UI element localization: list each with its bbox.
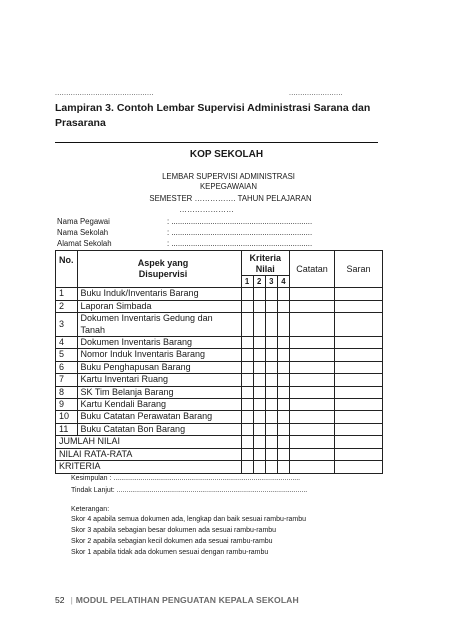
row-number: 11 [56,423,78,435]
row-number: 2 [56,300,78,312]
score-cell-1 [241,423,253,435]
top-dots-left: ............................................ [55,90,154,97]
totals-score-cell-2 [253,436,265,448]
totals-score-cell-3 [265,436,277,448]
score-cell-2 [253,386,265,398]
row-aspect: Kartu Kendali Barang [77,399,241,411]
score-cell-4 [277,374,289,386]
notes-cell [290,288,335,300]
advice-cell [335,423,383,435]
totals-score-cell-4 [277,436,289,448]
score-cell-2 [253,300,265,312]
totals-score-cell-3 [265,448,277,460]
score-cell-3 [265,374,277,386]
totals-row [56,448,383,460]
totals-label: KRITERIA [56,461,242,473]
advice-cell [335,374,383,386]
footer-title: MODUL PELATIHAN PENGUATAN KEPALA SEKOLAH [75,595,299,605]
header-no: No. [56,251,78,288]
advice-cell [335,300,383,312]
school-letterhead: KOP SEKOLAH [189,149,264,160]
score-cell-1 [241,313,253,337]
employee-name-row [57,217,312,227]
score-cell-4 [277,349,289,361]
advice-cell [335,411,383,423]
totals-row [56,436,383,448]
notes-cell [290,337,335,349]
score-cell-1 [241,288,253,300]
header-advice: Saran [335,251,383,288]
score-cell-4 [277,300,289,312]
header-criteria: Kriteria Nilai [241,251,290,276]
advice-cell [335,337,383,349]
table-row [56,300,383,312]
score-cell-2 [253,399,265,411]
notes-cell [290,386,335,398]
row-aspect: Nomor Induk Inventaris Barang [77,349,241,361]
semester-line-1: SEMESTER ……………. TAHUN PELAJARAN [149,194,312,203]
school-name-row [57,228,312,238]
totals-notes-cell [290,448,335,460]
table-row [56,423,383,435]
score-cell-1 [241,300,253,312]
score-cell-3 [265,288,277,300]
score-cell-3 [265,337,277,349]
score-cell-3 [265,361,277,373]
notes-cell [290,399,335,411]
score-cell-3 [265,423,277,435]
row-number: 7 [56,374,78,386]
document-title-line-1: LEMBAR SUPERVISI ADMINISTRASI [162,172,295,181]
totals-notes-cell [290,461,335,473]
row-aspect: Kartu Inventari Ruang [77,374,241,386]
table-row [56,411,383,423]
appendix-heading: Lampiran 3. Contoh Lembar Supervisi Administrasi Sarana dan Prasarana [55,102,371,129]
totals-advice-cell [335,448,383,460]
meta-value: : ................................................................. [167,228,313,237]
score-cell-3 [265,411,277,423]
notes-cell [290,374,335,386]
score-cell-1 [241,361,253,373]
score-cell-4 [277,386,289,398]
totals-label: JUMLAH NILAI [56,436,242,448]
score-cell-1 [241,411,253,423]
totals-advice-cell [335,436,383,448]
note-score-1: Skor 1 apabila tidak ada dokumen sesuai dengan rambu-rambu [71,549,269,556]
row-number: 4 [56,337,78,349]
table-row [56,361,383,373]
table-row [56,288,383,300]
row-aspect: Laporan Simbada [77,300,241,312]
advice-cell [335,361,383,373]
row-aspect: Buku Catatan Bon Barang [77,423,241,435]
meta-label: Nama Sekolah [57,228,109,237]
score-cell-2 [253,337,265,349]
table-row [56,313,383,337]
supervision-table [55,250,383,474]
score-cell-2 [253,411,265,423]
score-cell-3 [265,399,277,411]
score-cell-2 [253,288,265,300]
table-row [56,386,383,398]
page-number: 52 [55,595,65,605]
totals-score-cell-1 [241,448,253,460]
note-score-2: Skor 2 apabila sebagian kecil dokumen ada sesuai rambu-rambu [71,538,273,545]
advice-cell [335,399,383,411]
notes-title: Keterangan: [71,506,110,513]
notes-cell [290,423,335,435]
totals-score-cell-4 [277,448,289,460]
score-cell-4 [277,411,289,423]
row-number: 10 [56,411,78,423]
row-number: 6 [56,361,78,373]
score-cell-2 [253,374,265,386]
row-aspect: Buku Catatan Perawatan Barang [77,411,241,423]
note-score-3: Skor 3 apabila sebagian besar dokumen ada sesuai rambu-rambu [71,527,277,534]
score-cell-4 [277,423,289,435]
score-cell-2 [253,423,265,435]
score-cell-1 [241,399,253,411]
header-notes: Catatan [290,251,335,288]
score-cell-4 [277,288,289,300]
note-score-4: Skor 4 apabila semua dokumen ada, lengkap dan baik sesuai rambu-rambu [71,516,307,523]
meta-label: Nama Pegawai [57,217,110,226]
totals-score-cell-1 [241,461,253,473]
notes-cell [290,349,335,361]
totals-score-cell-4 [277,461,289,473]
table-row [56,349,383,361]
notes-cell [290,300,335,312]
meta-value: : ................................................................. [167,239,313,248]
row-aspect: Dokumen Inventaris Gedung dan Tanah [77,313,241,337]
criteria-score-4: 4 [277,276,289,288]
score-cell-3 [265,300,277,312]
totals-notes-cell [290,436,335,448]
semester-line-2: ………………… [179,205,234,214]
score-cell-4 [277,399,289,411]
score-cell-4 [277,361,289,373]
table-row [56,337,383,349]
score-cell-2 [253,361,265,373]
row-aspect: SK Tim Belanja Barang [77,386,241,398]
meta-value: : ................................................................. [167,217,313,226]
row-number: 1 [56,288,78,300]
score-cell-1 [241,374,253,386]
score-cell-2 [253,313,265,337]
advice-cell [335,386,383,398]
conclusion-line: Kesimpulan : ................................................................................................ [71,475,301,482]
totals-advice-cell [335,461,383,473]
totals-row [56,461,383,473]
notes-cell [290,313,335,337]
heading-divider [55,142,378,143]
advice-cell [335,349,383,361]
advice-cell [335,288,383,300]
row-aspect: Buku Penghapusan Barang [77,361,241,373]
notes-cell [290,361,335,373]
score-cell-1 [241,386,253,398]
document-title-line-2: KEPEGAWAIAN [199,182,258,191]
table-row [56,374,383,386]
row-aspect: Buku Induk/Inventaris Barang [77,288,241,300]
totals-score-cell-2 [253,461,265,473]
header-aspect: Aspek yang Disupervisi [77,251,241,288]
follow-up-line: Tindak Lanjut: .................................................................................................. [71,487,308,494]
footer-separator: | [70,595,73,605]
meta-label: Alamat Sekolah [57,239,112,248]
score-cell-4 [277,313,289,337]
score-cell-1 [241,349,253,361]
score-cell-3 [265,386,277,398]
row-aspect: Dokumen Inventaris Barang [77,337,241,349]
notes-cell [290,411,335,423]
advice-cell [335,313,383,337]
totals-label: NILAI RATA-RATA [56,448,242,460]
row-number: 3 [56,313,78,337]
table-header-row [56,251,383,276]
score-cell-3 [265,313,277,337]
criteria-score-1: 1 [241,276,253,288]
row-number: 8 [56,386,78,398]
criteria-score-2: 2 [253,276,265,288]
criteria-score-3: 3 [265,276,277,288]
page-footer [55,595,299,605]
top-dots-right: ........................ [289,90,343,97]
row-number: 9 [56,399,78,411]
school-address-row [57,239,312,249]
score-cell-4 [277,337,289,349]
score-cell-3 [265,349,277,361]
totals-score-cell-2 [253,448,265,460]
totals-score-cell-3 [265,461,277,473]
score-cell-2 [253,349,265,361]
score-cell-1 [241,337,253,349]
totals-score-cell-1 [241,436,253,448]
table-row [56,399,383,411]
row-number: 5 [56,349,78,361]
